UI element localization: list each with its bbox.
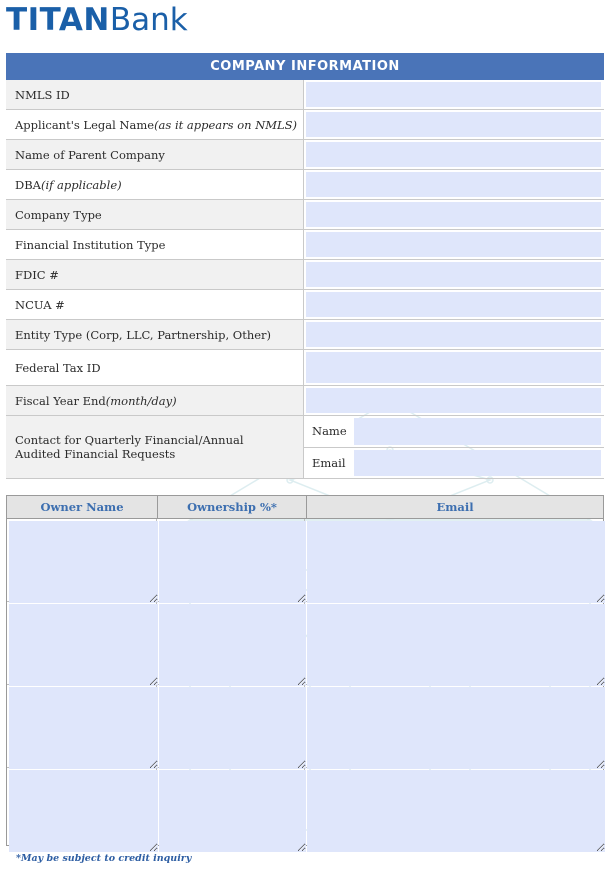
company-type-label (6, 200, 304, 229)
parent-company-field[interactable] (306, 142, 601, 167)
contact-name-row (304, 416, 604, 448)
ownership-cell (157, 602, 305, 684)
fiscal-year-end-label (6, 386, 304, 415)
owner-email-input[interactable] (307, 687, 605, 769)
nmls-id-label (6, 80, 304, 109)
dba-label (6, 170, 304, 199)
owner-name-input[interactable] (9, 687, 158, 769)
label-note: (as it appears on NMLS) (154, 117, 298, 132)
company-info-table (6, 80, 604, 479)
contact-name-label: Name (304, 416, 354, 447)
credit-inquiry-footnote: *May be subject to credit inquiry (16, 853, 192, 864)
contact-label: Contact for Quarterly Financial/Annual Audited Financial Requests (6, 416, 304, 478)
owner-email-input[interactable] (307, 770, 605, 852)
owner-email-cell (305, 602, 603, 684)
row-fiscal-year-end (6, 386, 604, 416)
contact-email-field[interactable] (354, 450, 601, 477)
label-note: (if applicable) (40, 177, 122, 192)
ownership-input[interactable] (159, 604, 306, 686)
ownership-cell (157, 519, 305, 601)
label-text: Federal Tax ID (15, 360, 101, 375)
row-federal-tax-id (6, 350, 604, 386)
owner-name-input[interactable] (9, 521, 158, 603)
row-entity-type (6, 320, 604, 350)
owner-email-input[interactable] (307, 604, 605, 686)
owner-email-cell (305, 768, 603, 850)
ownership-input[interactable] (159, 521, 306, 603)
ncua-label (6, 290, 304, 319)
federal-tax-id-field[interactable] (306, 352, 601, 383)
owner-email-cell (305, 519, 603, 601)
company-information-header: COMPANY INFORMATION (6, 53, 604, 80)
row-dba (6, 170, 604, 200)
contact-email-label: Email (304, 448, 354, 479)
contact-name-field[interactable] (354, 418, 601, 445)
owner-email-input[interactable] (307, 521, 605, 603)
institution-type-field[interactable] (306, 232, 601, 257)
ownership-input[interactable] (159, 687, 306, 769)
legal-name-label (6, 110, 304, 139)
label-text: NCUA # (15, 297, 65, 312)
owner-name-input[interactable] (9, 770, 158, 852)
owner-name-cell (7, 768, 157, 850)
owner-email-header: Email (436, 500, 474, 514)
fiscal-year-end-field[interactable] (306, 388, 601, 413)
row-fdic (6, 260, 604, 290)
owner-email-cell (305, 685, 603, 767)
fdic-label (6, 260, 304, 289)
row-parent-company (6, 140, 604, 170)
label-text: Applicant's Legal Name (15, 117, 155, 132)
owner-row (7, 602, 603, 685)
federal-tax-id-label (6, 350, 304, 385)
dba-field[interactable] (306, 172, 601, 197)
label-text: Financial Institution Type (15, 237, 166, 252)
label-text: Fiscal Year End (15, 393, 106, 408)
owners-table (6, 495, 604, 846)
ncua-field[interactable] (306, 292, 601, 317)
label-text: Entity Type (Corp, LLC, Partnership, Other) (15, 327, 272, 342)
owners-table-header (7, 496, 603, 519)
owner-row (7, 519, 603, 602)
logo-light: Bank (109, 2, 188, 38)
nmls-id-field[interactable] (306, 82, 601, 107)
owner-name-cell (7, 685, 157, 767)
owner-row (7, 685, 603, 768)
owner-name-header: Owner Name (7, 496, 158, 518)
owner-row (7, 768, 603, 850)
label-text: DBA (15, 177, 41, 192)
label-text: Company Type (15, 207, 102, 222)
legal-name-field[interactable] (306, 112, 601, 137)
entity-type-field[interactable] (306, 322, 601, 347)
ownership-input[interactable] (159, 770, 306, 852)
company-type-field[interactable] (306, 202, 601, 227)
row-company-type (6, 200, 604, 230)
label-text: NMLS ID (15, 87, 70, 102)
logo-bold: TITAN (6, 2, 110, 38)
label-text: FDIC # (15, 267, 59, 282)
ownership-cell (157, 768, 305, 850)
owner-name-cell (7, 602, 157, 684)
parent-company-label (6, 140, 304, 169)
contact-fields (304, 416, 604, 478)
entity-type-label (6, 320, 304, 349)
owner-name-cell (7, 519, 157, 601)
contact-email-row (304, 448, 604, 479)
ownership-percent-header: Ownership %* (158, 496, 307, 518)
label-note: (month/day) (105, 393, 177, 408)
owner-name-input[interactable] (9, 604, 158, 686)
row-ncua (6, 290, 604, 320)
label-text: Name of Parent Company (15, 147, 165, 162)
row-nmls-id (6, 80, 604, 110)
fdic-field[interactable] (306, 262, 601, 287)
institution-type-label (6, 230, 304, 259)
ownership-cell (157, 685, 305, 767)
titan-bank-logo (6, 2, 188, 38)
row-contact (6, 416, 604, 479)
row-legal-name (6, 110, 604, 140)
row-institution-type (6, 230, 604, 260)
